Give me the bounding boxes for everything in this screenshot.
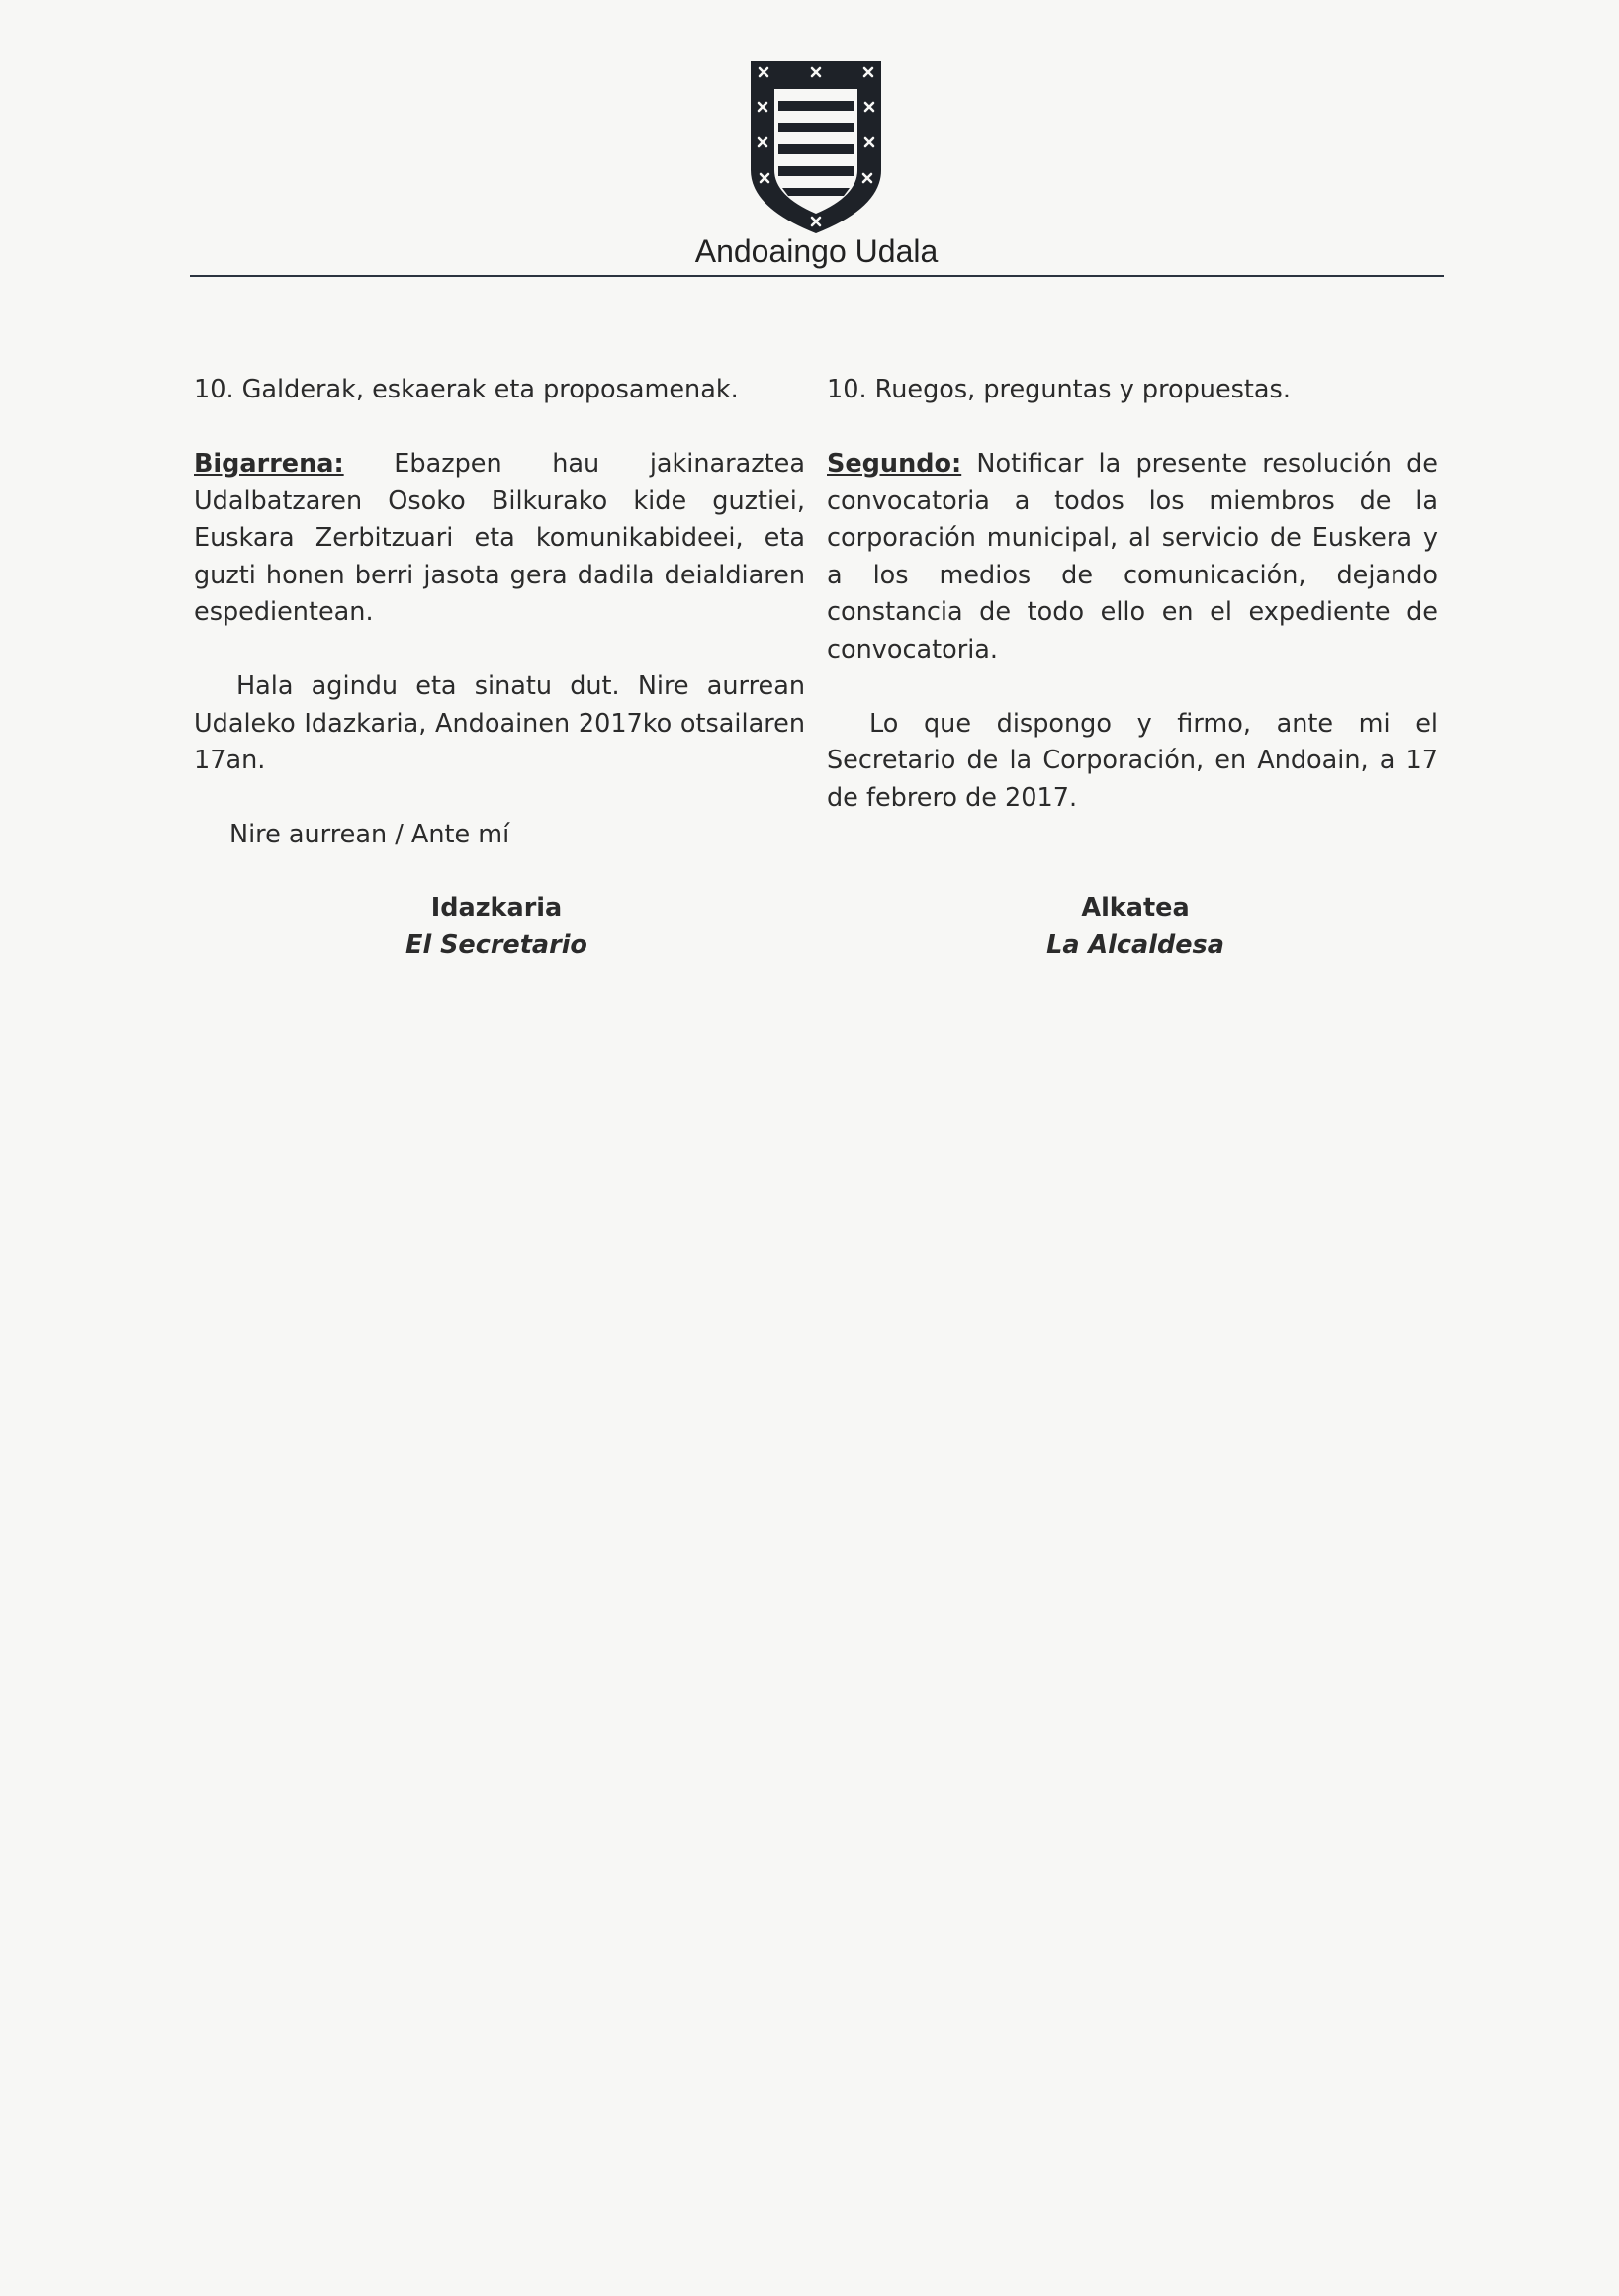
organization-name: Andoaingo Udala xyxy=(694,233,939,269)
spanish-second-paragraph xyxy=(827,446,1438,668)
basque-second-paragraph xyxy=(194,446,805,632)
secretary-signature-block xyxy=(348,890,645,964)
mayor-title-basque: Alkatea xyxy=(1081,893,1190,923)
basque-closing: Hala agindu eta sinatu dut. Nire aurrean Udaleko Idazkaria, Andoainen 2017ko otsailaren 17an. xyxy=(194,671,805,775)
spanish-closing: Lo que dispongo y firmo, ante mi el Secretario de la Corporación, en Andoain, a 17 de febrero de 2017. xyxy=(827,708,1438,813)
header-divider xyxy=(190,275,1444,277)
mayor-signature-block xyxy=(987,890,1284,964)
secretary-title-spanish: El Secretario xyxy=(405,929,587,960)
spanish-second-text: Notificar la presente resolución de convocatoria a todos los miembros de la corporación municipal, al servicio de Euskera y a los medios de comunicación, dejando constancia de todo ello en el expediente de convocatoria. xyxy=(827,449,1438,664)
spanish-second-lead: Segundo: xyxy=(827,449,962,479)
basque-column xyxy=(194,372,805,780)
ante-mi-line: Nire aurrean / Ante mí xyxy=(229,820,510,849)
basque-second-lead: Bigarrena: xyxy=(194,449,344,479)
basque-item-10: 10. Galderak, eskaerak eta proposamenak. xyxy=(194,375,739,404)
spanish-item-10: 10. Ruegos, preguntas y propuestas. xyxy=(827,375,1291,404)
coat-of-arms-logo xyxy=(749,59,883,235)
secretary-title-basque: Idazkaria xyxy=(430,893,563,923)
mayor-title-spanish: La Alcaldesa xyxy=(1046,929,1224,960)
spanish-column xyxy=(827,372,1438,817)
basque-second-text: Ebazpen hau jakinaraztea Udalbatzaren Osoko Bilkurako kide guztiei, Euskara Zerbitzuari eta komunikabideei, eta guzti honen berri jasota gera dadila deialdiaren espedientean. xyxy=(194,449,805,627)
